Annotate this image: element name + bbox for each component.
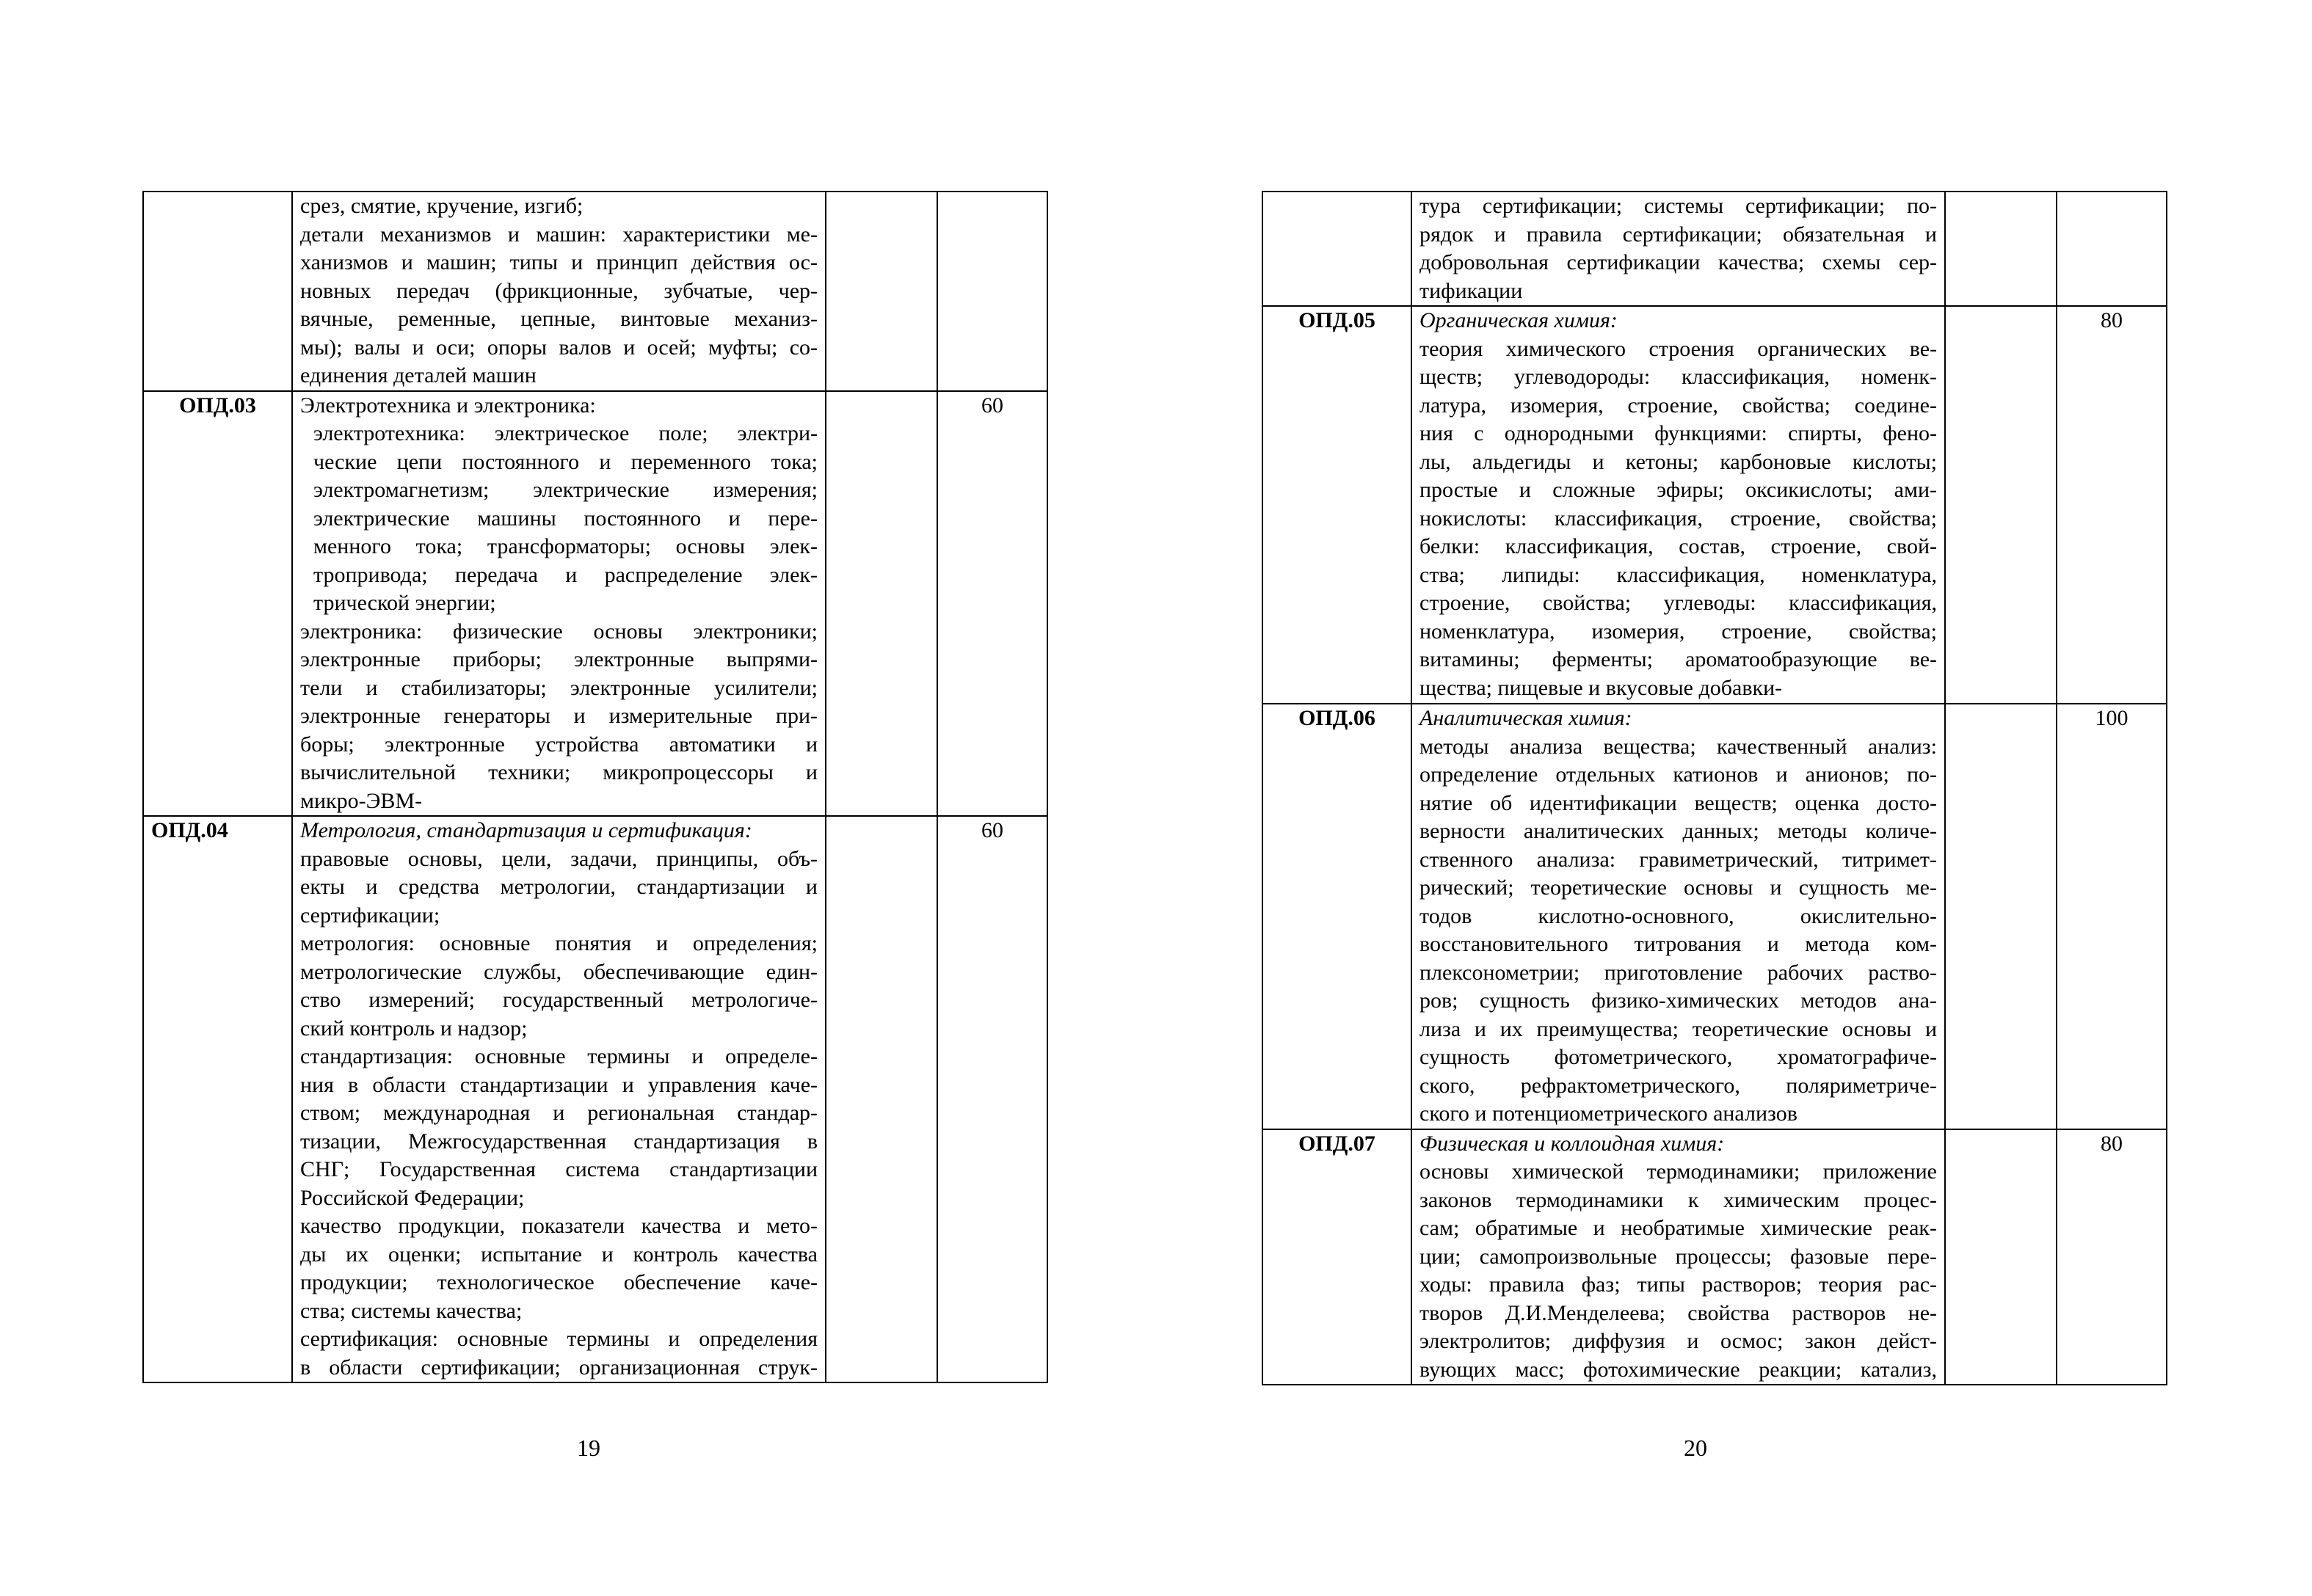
description-line: строение, свойства; углеводы: классификация, xyxy=(1419,591,1937,615)
right-page xyxy=(1156,0,2312,1596)
description-line: вующих масс; фотохимические реакции; катализ, xyxy=(1419,1357,1937,1382)
description-line: тура сертификации; системы сертификации; по- xyxy=(1419,194,1937,218)
table-row xyxy=(1262,1129,2167,1385)
discipline-title: Физическая и коллоидная химия: xyxy=(1419,1131,1725,1156)
discipline-code: ОПД.04 xyxy=(143,816,292,1382)
discipline-code xyxy=(143,192,292,391)
description-line: плексонометрии; приготовление рабочих раство- xyxy=(1419,960,1937,985)
description-line: лы, альдегиды и кетоны; карбоновые кислоты; xyxy=(1419,449,1937,474)
discipline-description xyxy=(292,391,826,817)
description-line: восстановительного титрования и метода ком- xyxy=(1419,932,1937,956)
empty-cell xyxy=(1945,1129,2057,1385)
description-line: ния в области стандартизации и управления каче- xyxy=(300,1072,818,1097)
description-line: рядок и правила сертификации; обязательная и xyxy=(1419,222,1937,247)
discipline-description xyxy=(1411,1129,1945,1385)
description-line: в области сертификации; организационная струк- xyxy=(300,1355,818,1380)
discipline-description xyxy=(1411,306,1945,704)
discipline-description xyxy=(1411,704,1945,1129)
description-line: продукции; технологическое обеспечение каче- xyxy=(300,1270,818,1294)
description-line: ского, рефрактометрического, поляриметриче- xyxy=(1419,1073,1937,1098)
hours-cell: 80 xyxy=(2057,1129,2167,1385)
description-line: стандартизация: основные термины и определе- xyxy=(300,1044,818,1068)
description-line: новных передач (фрикционные, зубчатые, чер- xyxy=(300,278,818,303)
empty-cell xyxy=(826,391,937,817)
description-line: ства; липиды: классификация, номенклатура, xyxy=(1419,562,1937,587)
description-line: сертификация: основные термины и определения xyxy=(300,1327,818,1351)
description-line: ственного анализа: гравиметрический, титримет- xyxy=(1419,847,1937,872)
description-line: номенклатура, изомерия, строение, свойства; xyxy=(1419,619,1937,644)
description-line: электротехника: электрическое поле; электри- xyxy=(313,421,818,445)
description-line: мы); валы и оси; опоры валов и осей; муфты; со- xyxy=(300,335,818,360)
description-line: ского и потенциометрического анализов xyxy=(1419,1101,1797,1126)
description-line: ческие цепи постоянного и переменного тока; xyxy=(313,449,818,474)
empty-cell xyxy=(826,192,937,391)
hours-cell: 100 xyxy=(2057,704,2167,1129)
description-line: ществ; углеводороды: классификация, номенк- xyxy=(1419,365,1937,389)
empty-cell xyxy=(1945,306,2057,704)
description-line: электронные генераторы и измерительные при- xyxy=(300,704,818,728)
discipline-code: ОПД.05 xyxy=(1262,306,1411,704)
empty-cell xyxy=(1945,192,2057,306)
discipline-title: Аналитическая химия: xyxy=(1419,706,1632,730)
description-line: менного тока; трансформаторы; основы элек- xyxy=(313,534,818,558)
description-line: детали механизмов и машин: характеристики ме- xyxy=(300,222,818,247)
description-line: сам; обратимые и необратимые химические реак- xyxy=(1419,1216,1937,1240)
empty-cell xyxy=(826,816,937,1382)
description-line: законов термодинамики к химическим процес- xyxy=(1419,1187,1937,1212)
description-line: ды их оценки; испытание и контроль качества xyxy=(300,1242,818,1267)
description-line: тизации, Межгосударственная стандартизация в xyxy=(300,1129,818,1154)
discipline-code: ОПД.06 xyxy=(1262,704,1411,1129)
description-line: электролитов; диффузия и осмос; закон дейст- xyxy=(1419,1329,1937,1353)
discipline-title: Метрология, стандартизация и сертификация: xyxy=(300,818,752,842)
description-line: электромагнетизм; электрические измерения; xyxy=(313,478,818,502)
table-row xyxy=(143,391,1047,817)
curriculum-table-left xyxy=(142,191,1048,1383)
table-row xyxy=(143,192,1047,391)
description-line: нятие об идентификации веществ; оценка досто- xyxy=(1419,790,1937,815)
discipline-description xyxy=(292,192,826,391)
description-line: боры; электронные устройства автоматики и xyxy=(300,732,818,757)
discipline-title: Электротехника и электроника: xyxy=(300,393,596,418)
description-line: витамины; ферменты; ароматообразующие ве- xyxy=(1419,647,1937,671)
description-line: теория химического строения органических ве- xyxy=(1419,336,1937,361)
description-line: ства; системы качества; xyxy=(300,1298,523,1323)
table-row xyxy=(1262,192,2167,306)
description-line: лиза и их преимущества; теоретические основы и xyxy=(1419,1016,1937,1041)
description-line: простые и сложные эфиры; оксикислоты; ами- xyxy=(1419,478,1937,502)
description-line: щества; пищевые и вкусовые добавки- xyxy=(1419,675,1783,700)
description-line: ство измерений; государственный метрологиче- xyxy=(300,988,818,1012)
description-line: электронные приборы; электронные выпрями- xyxy=(300,647,818,671)
discipline-title: Органическая химия: xyxy=(1419,308,1618,332)
description-line: тропривода; передача и распределение элек- xyxy=(313,562,818,587)
description-line: определение отдельных катионов и анионов; по- xyxy=(1419,762,1937,787)
description-line: микро-ЭВМ- xyxy=(300,788,423,813)
description-line: срез, смятие, кручение, изгиб; xyxy=(300,194,584,218)
hours-cell: 60 xyxy=(937,816,1047,1382)
description-line: верности аналитических данных; методы количе- xyxy=(1419,819,1937,843)
description-line: Российской Федерации; xyxy=(300,1185,525,1210)
empty-cell xyxy=(1945,704,2057,1129)
table-row xyxy=(1262,704,2167,1129)
description-line: сертификации; xyxy=(300,903,440,928)
description-line: правовые основы, цели, задачи, принципы, объ- xyxy=(300,846,818,871)
description-line: метрологические службы, обеспечивающие един- xyxy=(300,959,818,984)
description-line: метрология: основные понятия и определения; xyxy=(300,931,818,955)
description-line: вячные, ременные, цепные, винтовые механиз- xyxy=(300,307,818,331)
description-line: вычислительной техники; микропроцессоры и xyxy=(300,760,818,784)
description-line: екты и средства метрологии, стандартизации и xyxy=(300,875,818,899)
description-line: качество продукции, показатели качества и мето- xyxy=(300,1214,818,1238)
hours-cell: 80 xyxy=(2057,306,2167,704)
page-number: 20 xyxy=(1684,1435,1707,1461)
description-line: сущность фотометрического, хроматографиче- xyxy=(1419,1045,1937,1069)
description-line: тели и стабилизаторы; электронные усилители; xyxy=(300,675,818,700)
hours-cell xyxy=(937,192,1047,391)
description-line: ханизмов и машин; типы и принцип действия ос- xyxy=(300,250,818,274)
description-line: творов Д.И.Менделеева; свойства растворов не- xyxy=(1419,1300,1937,1325)
description-line: белки: классификация, состав, строение, свой- xyxy=(1419,534,1937,558)
discipline-code xyxy=(1262,192,1411,306)
description-line: ством; международная и региональная стандар- xyxy=(300,1101,818,1125)
description-line: ходы: правила фаз; типы растворов; теория рас- xyxy=(1419,1272,1937,1297)
description-line: ский контроль и надзор; xyxy=(300,1016,528,1041)
description-line: тодов кислотно-основного, окислительно- xyxy=(1419,903,1937,928)
description-line: единения деталей машин xyxy=(300,363,537,387)
hours-cell: 60 xyxy=(937,391,1047,817)
description-line: электрические машины постоянного и пере- xyxy=(313,506,818,531)
curriculum-table-right xyxy=(1262,191,2167,1385)
description-line: рический; теоретические основы и сущность ме- xyxy=(1419,875,1937,900)
description-line: электроника: физические основы электроники; xyxy=(300,619,818,644)
hours-cell xyxy=(2057,192,2167,306)
table-row xyxy=(143,816,1047,1382)
discipline-description xyxy=(1411,192,1945,306)
description-line: трической энергии; xyxy=(313,591,496,615)
table-row xyxy=(1262,306,2167,704)
page-number: 19 xyxy=(577,1435,600,1461)
description-line: методы анализа вещества; качественный анализ: xyxy=(1419,734,1937,759)
description-line: добровольная сертификации качества; схемы сер- xyxy=(1419,250,1937,274)
description-line: основы химической термодинамики; приложение xyxy=(1419,1159,1937,1184)
discipline-code: ОПД.07 xyxy=(1262,1129,1411,1385)
discipline-code: ОПД.03 xyxy=(143,391,292,817)
description-line: СНГ; Государственная система стандартизации xyxy=(300,1157,818,1181)
description-line: ров; сущность физико-химических методов ана- xyxy=(1419,988,1937,1013)
description-line: ния с однородными функциями: спирты, фено- xyxy=(1419,421,1937,445)
description-line: латура, изомерия, строение, свойства; соедине- xyxy=(1419,393,1937,418)
discipline-description xyxy=(292,816,826,1382)
description-line: тификации xyxy=(1419,278,1523,303)
description-line: ции; самопроизвольные процессы; фазовые пере- xyxy=(1419,1244,1937,1269)
description-line: нокислоты: классификация, строение, свойства; xyxy=(1419,506,1937,531)
